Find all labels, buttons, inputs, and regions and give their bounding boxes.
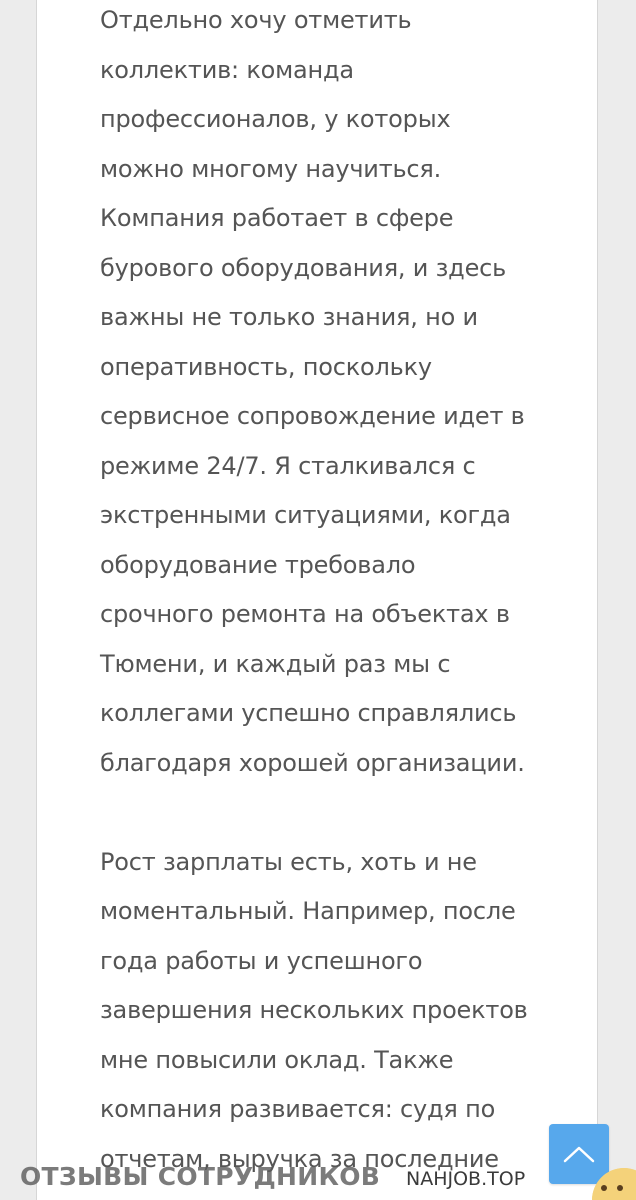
chevron-up-icon (562, 1144, 596, 1164)
watermark-title: ОТЗЫВЫ СОТРУДНИКОВ (20, 1162, 381, 1191)
scroll-to-top-button[interactable] (549, 1124, 609, 1184)
review-text (100, 0, 540, 1184)
review-paragraph: Отдельно хочу отметить коллектив: команда профессионалов, у которых можно многому научиться. Компания работает в сфере бурового оборудования, и здесь важны не только знания, но и оперативность, поскольку сервисное сопровождение идет в режиме 24/7. Я сталкивался с экстренными ситуациями, когда оборудование требовало срочного ремонта на объектах в Тюмени, и каждый раз мы с коллегами успешно справлялись благодаря хорошей организации. (100, 6, 525, 777)
review-paragraph: Рост зарплаты есть, хоть и не моментальный. Например, после года работы и успешного завершения нескольких проектов мне повысили оклад. Также компания развивается: судя по отчетам, выручка за последние (100, 847, 528, 1173)
watermark-site: NAHJOB.TOP (406, 1168, 526, 1190)
